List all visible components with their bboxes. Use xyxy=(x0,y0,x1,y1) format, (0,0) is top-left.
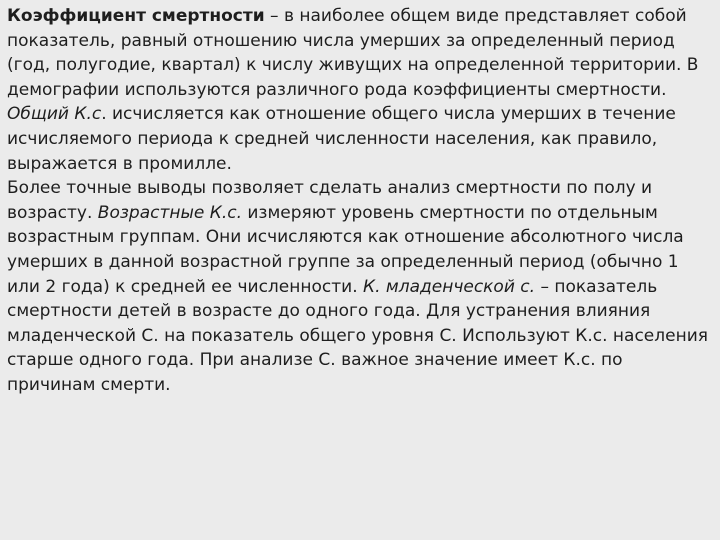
definition-text: – в наиболее общем виде представляет собой показатель, равный отношению числа умерших за определенный период (год, полугодие, квартал) к числу живущих на определенной территории. В демографии используются различного рода коэффициенты смертности. xyxy=(7,6,699,100)
term-general-rate: Общий К.с xyxy=(7,104,102,125)
text-block xyxy=(7,4,715,398)
age-rates-text: измеряют уровень смертности по отдельным возрастным группам. Они исчисляются как отношение абсолютного числа умерших в данной возрастной группе за определенный период (обычно 1 или 2 года) к средней ее численности. xyxy=(7,202,684,297)
age-analysis-text: Более точные выводы позволяет сделать анализ смертности по полу и возрасту. xyxy=(7,178,653,223)
infant-rate-text: – показатель смертности детей в возрасте до одного года. Для устранения влияния младенческой С. на показатель общего уровня С. Используют К.с. населения старше одного года. При анализе С. важное значение имеет К.с. по причинам смерти. xyxy=(7,276,708,395)
paragraph-definition xyxy=(7,4,715,176)
term-mortality-rate: Коэффициент смертности xyxy=(7,6,265,26)
term-age-rates: Возрастные К.с. xyxy=(97,202,242,223)
paragraph-age-rates xyxy=(7,176,715,397)
general-rate-text: . исчисляется как отношение общего числа умерших в течение исчисляемого периода к средней численности населения, как правило, выражается в промилле. xyxy=(7,104,676,174)
term-infant-rate: К. младенческой с. xyxy=(363,276,536,297)
